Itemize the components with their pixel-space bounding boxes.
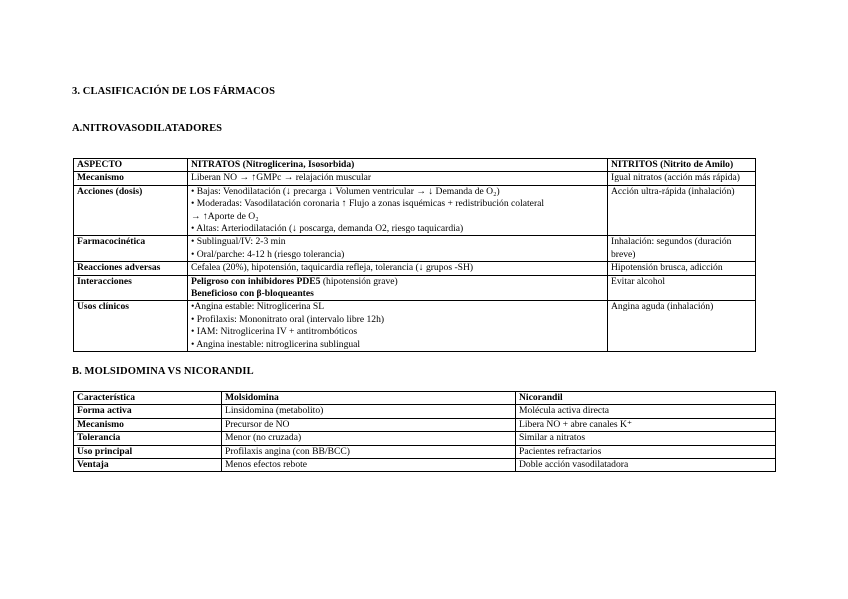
row-label: Forma activa <box>74 405 222 418</box>
table-row <box>74 459 776 472</box>
cell-line: • IAM: Nitroglicerina IV + antitrombóticos <box>191 326 358 338</box>
row-label: Ventaja <box>74 459 222 472</box>
row-label: Interacciones <box>74 275 188 301</box>
nitritos-cell <box>608 275 756 301</box>
nitritos-cell <box>608 236 756 262</box>
molsidomina-cell: Menor (no cruzada) <box>222 432 516 445</box>
table-row <box>74 275 756 301</box>
nicorandil-cell: Libera NO + abre canales K⁺ <box>516 418 776 431</box>
nitratos-cell <box>188 236 608 262</box>
nitritos-cell <box>608 262 756 275</box>
row-label: Usos clínicos <box>74 301 188 352</box>
cell-line: • Oral/parche: 4-12 h (riesgo tolerancia) <box>191 248 345 260</box>
table-row <box>74 418 776 431</box>
table-row <box>74 185 756 236</box>
table-row <box>74 172 756 185</box>
pde5-warning: Peligroso con inhibidores PDE5 <box>191 275 321 287</box>
nitratos-cell <box>188 185 608 236</box>
row-label: Uso principal <box>74 445 222 458</box>
cell-line: Igual nitratos (acción más rápida) <box>611 172 740 184</box>
header-nitratos: NITRATOS (Nitroglicerina, Isosorbida) <box>188 159 608 172</box>
molsidomina-cell: Profilaxis angina (con BB/BCC) <box>222 445 516 458</box>
table-header-row <box>74 392 776 405</box>
table-row <box>74 301 756 352</box>
cell-line: breve) <box>611 248 636 260</box>
molsidomina-cell: Menos efectos rebote <box>222 459 516 472</box>
cell-line: • Profilaxis: Mononitrato oral (intervalo libre 12h) <box>191 313 385 325</box>
cell-line: Cefalea (20%), hipotensión, taquicardia refleja, tolerancia (↓ grupos -SH) <box>191 262 474 274</box>
cell-line: Acción ultra-rápida (inhalación) <box>611 185 735 197</box>
molsidomina-cell: Linsidomina (metabolito) <box>222 405 516 418</box>
table-header-row <box>74 159 756 172</box>
nicorandil-cell: Similar a nitratos <box>516 432 776 445</box>
section-title: 3. CLASIFICACIÓN DE LOS FÁRMACOS <box>72 86 276 97</box>
table-row <box>74 236 756 262</box>
row-label: Acciones (dosis) <box>74 185 188 236</box>
nitratos-cell <box>188 301 608 352</box>
cell-line: • Moderadas: Vasodilatación coronaria ↑ Flujo a zonas isquémicas + redistribución colateral <box>191 198 545 210</box>
table-row <box>74 262 756 275</box>
header-nicorandil: Nicorandil <box>516 392 776 405</box>
nitritos-cell <box>608 301 756 352</box>
cell-line <box>191 276 604 288</box>
nitratos-cell <box>188 172 608 185</box>
row-label: Tolerancia <box>74 432 222 445</box>
nitrovasodilatadores-table <box>73 158 756 352</box>
row-label: Mecanismo <box>74 172 188 185</box>
table-row <box>74 432 776 445</box>
molsidomina-cell: Precursor de NO <box>222 418 516 431</box>
header-nitritos: NITRITOS (Nitrito de Amilo) <box>608 159 756 172</box>
cell-line: → ↑Aporte de O₂ <box>191 210 259 222</box>
nitritos-cell <box>608 185 756 236</box>
nicorandil-cell: Pacientes refractarios <box>516 445 776 458</box>
subsection-b-title: B. MOLSIDOMINA VS NICORANDIL <box>72 366 254 377</box>
row-label: Farmacocinética <box>74 236 188 262</box>
pde5-warning-detail: (hipotensión grave) <box>320 275 398 287</box>
cell-line: • Sublingual/IV: 2-3 min <box>191 236 286 248</box>
subsection-a-title: A.NITROVASODILATADORES <box>72 123 223 134</box>
nicorandil-cell: Molécula activa directa <box>516 405 776 418</box>
cell-line: • Angina inestable: nitroglicerina sublingual <box>191 338 361 350</box>
nitratos-cell <box>188 262 608 275</box>
nicorandil-cell: Doble acción vasodilatadora <box>516 459 776 472</box>
cell-line: Liberan NO → ↑GMPc → relajación muscular <box>191 172 372 184</box>
cell-line: • Altas: Arteriodilatación (↓ poscarga, demanda O2, riesgo taquicardia) <box>191 223 464 235</box>
molsidomina-nicorandil-table <box>73 391 776 472</box>
cell-line: Hipotensión brusca, adicción <box>611 262 723 274</box>
cell-line: Inhalación: segundos (duración <box>611 236 732 248</box>
table-row <box>74 405 776 418</box>
cell-line: •Angina estable: Nitroglicerina SL <box>191 301 325 313</box>
header-molsidomina: Molsidomina <box>222 392 516 405</box>
row-label: Reacciones adversas <box>74 262 188 275</box>
nitritos-cell <box>608 172 756 185</box>
row-label: Mecanismo <box>74 418 222 431</box>
cell-line: Angina aguda (inhalación) <box>611 301 714 313</box>
header-aspecto: ASPECTO <box>74 159 188 172</box>
beta-blocker-benefit: Beneficioso con β-bloqueantes <box>191 288 314 300</box>
table-row <box>74 445 776 458</box>
header-caracteristica: Característica <box>74 392 222 405</box>
nitratos-cell <box>188 275 608 301</box>
cell-line: • Bajas: Venodilatación (↓ precarga ↓ Volumen ventricular → ↓ Demanda de O₂) <box>191 185 500 197</box>
cell-line: Evitar alcohol <box>611 275 666 287</box>
